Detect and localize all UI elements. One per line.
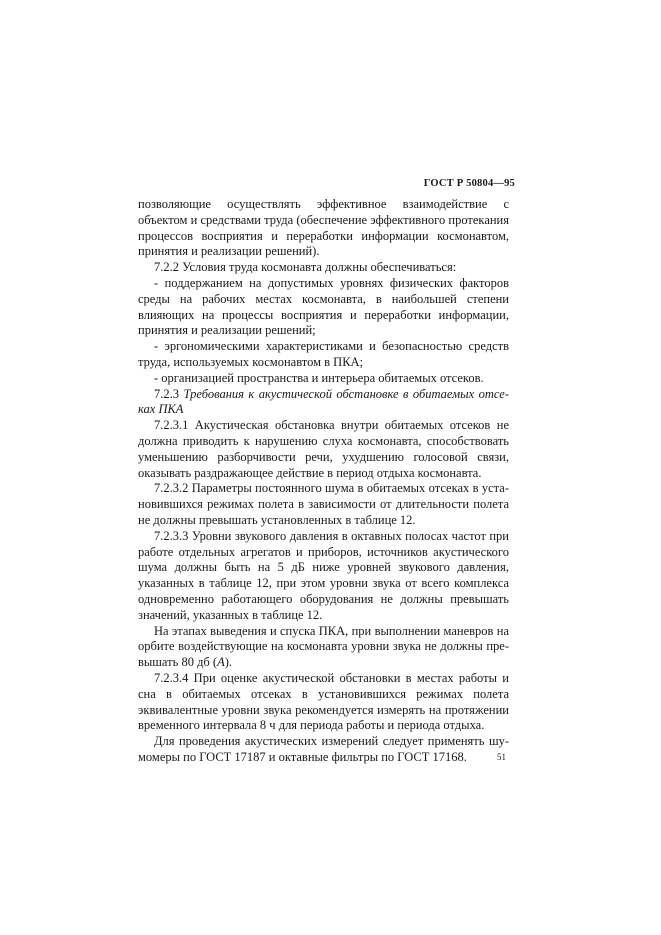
paragraph-measurement-instruments: Для проведения акустических измерений следует применять шумомеры по ГОСТ 17187 и октавные фильтры по ГОСТ 17168. [138, 734, 509, 764]
clause-7-2-3-2: 7.2.3.2 Параметры постоянного шума в обитаемых отсеках в установившихся режимах полета в зависимости от длительности полета не должны превышать установленных в таблице 12. [138, 481, 509, 527]
launch-noise-text: На этапах выведения и спуска ПКА, при выполнении маневров на орбите воздействующие на космонавта уровни звука не должны превышать 80 дб ( [138, 623, 509, 670]
document-header: ГОСТ Р 50804—95 [423, 178, 515, 189]
clause-7-2-3-3: 7.2.3.3 Уровни звукового давления в октавных полосах частот при работе отдельных агрегатов и приборов, источников акустического шума должны быть на 5 дБ ниже уровней звукового давления, указанных в таблице 12, при этом уровни звука от всего комплекса одновременно работающего оборудования не должны превышать значений, указанных в таблице 12. [138, 528, 509, 622]
list-item-physical-factors: - поддержанием на допустимых уровнях физических факторов среды на рабочих местах космонавта, в наибольшей степени влияющих на процессы восприятия и переработки информации, принятия и реализации решений; [138, 275, 509, 338]
weighting-symbol: А [217, 655, 225, 670]
clause-7-2-3-1: 7.2.3.1 Акустическая обстановка внутри обитаемых отсеков не должна приводить к нарушению слуха космонавта, способствовать уменьшению разборчивости речи, ухудшению голосовой связи, оказывать раздражающее действие в период отдыха космонавта. [138, 418, 509, 480]
clause-number: 7.2.3 [154, 386, 179, 401]
list-item-ergonomics: - эргономическими характеристиками и безопасностью средств труда, используемых космонавтом в ПКА; [138, 339, 509, 369]
page-number: 51 [497, 752, 506, 762]
paragraph-launch-noise [138, 624, 509, 671]
clause-title: Требования к акустической обстановке в обитаемых отсеках ПКА [138, 386, 509, 417]
list-item-space-organization: - организацией пространства и интерьера обитаемых отсеков. [154, 370, 484, 385]
clause-7-2-2: 7.2.2 Условия труда космонавта должны обеспечиваться: [154, 260, 457, 275]
clause-7-2-3-heading [138, 387, 509, 419]
clause-7-2-3-4: 7.2.3.4 При оценке акустической обстановки в местах работы и сна в обитаемых отсеках в установившихся режимах полета эквивалентные уровни звука рекомендуется измерять на протяжении временного интервала 8 ч для периода работы и периода отдыха. [138, 670, 509, 733]
launch-noise-end: ). [224, 655, 233, 670]
paragraph-continuation: позволяющие осуществлять эффективное взаимодействие с объектом и средствами труда (обеспечение эффективного протекания процессов восприятия и переработки информации космонавтом, принятия и реализации решений). [138, 197, 509, 259]
page-body [138, 197, 509, 766]
